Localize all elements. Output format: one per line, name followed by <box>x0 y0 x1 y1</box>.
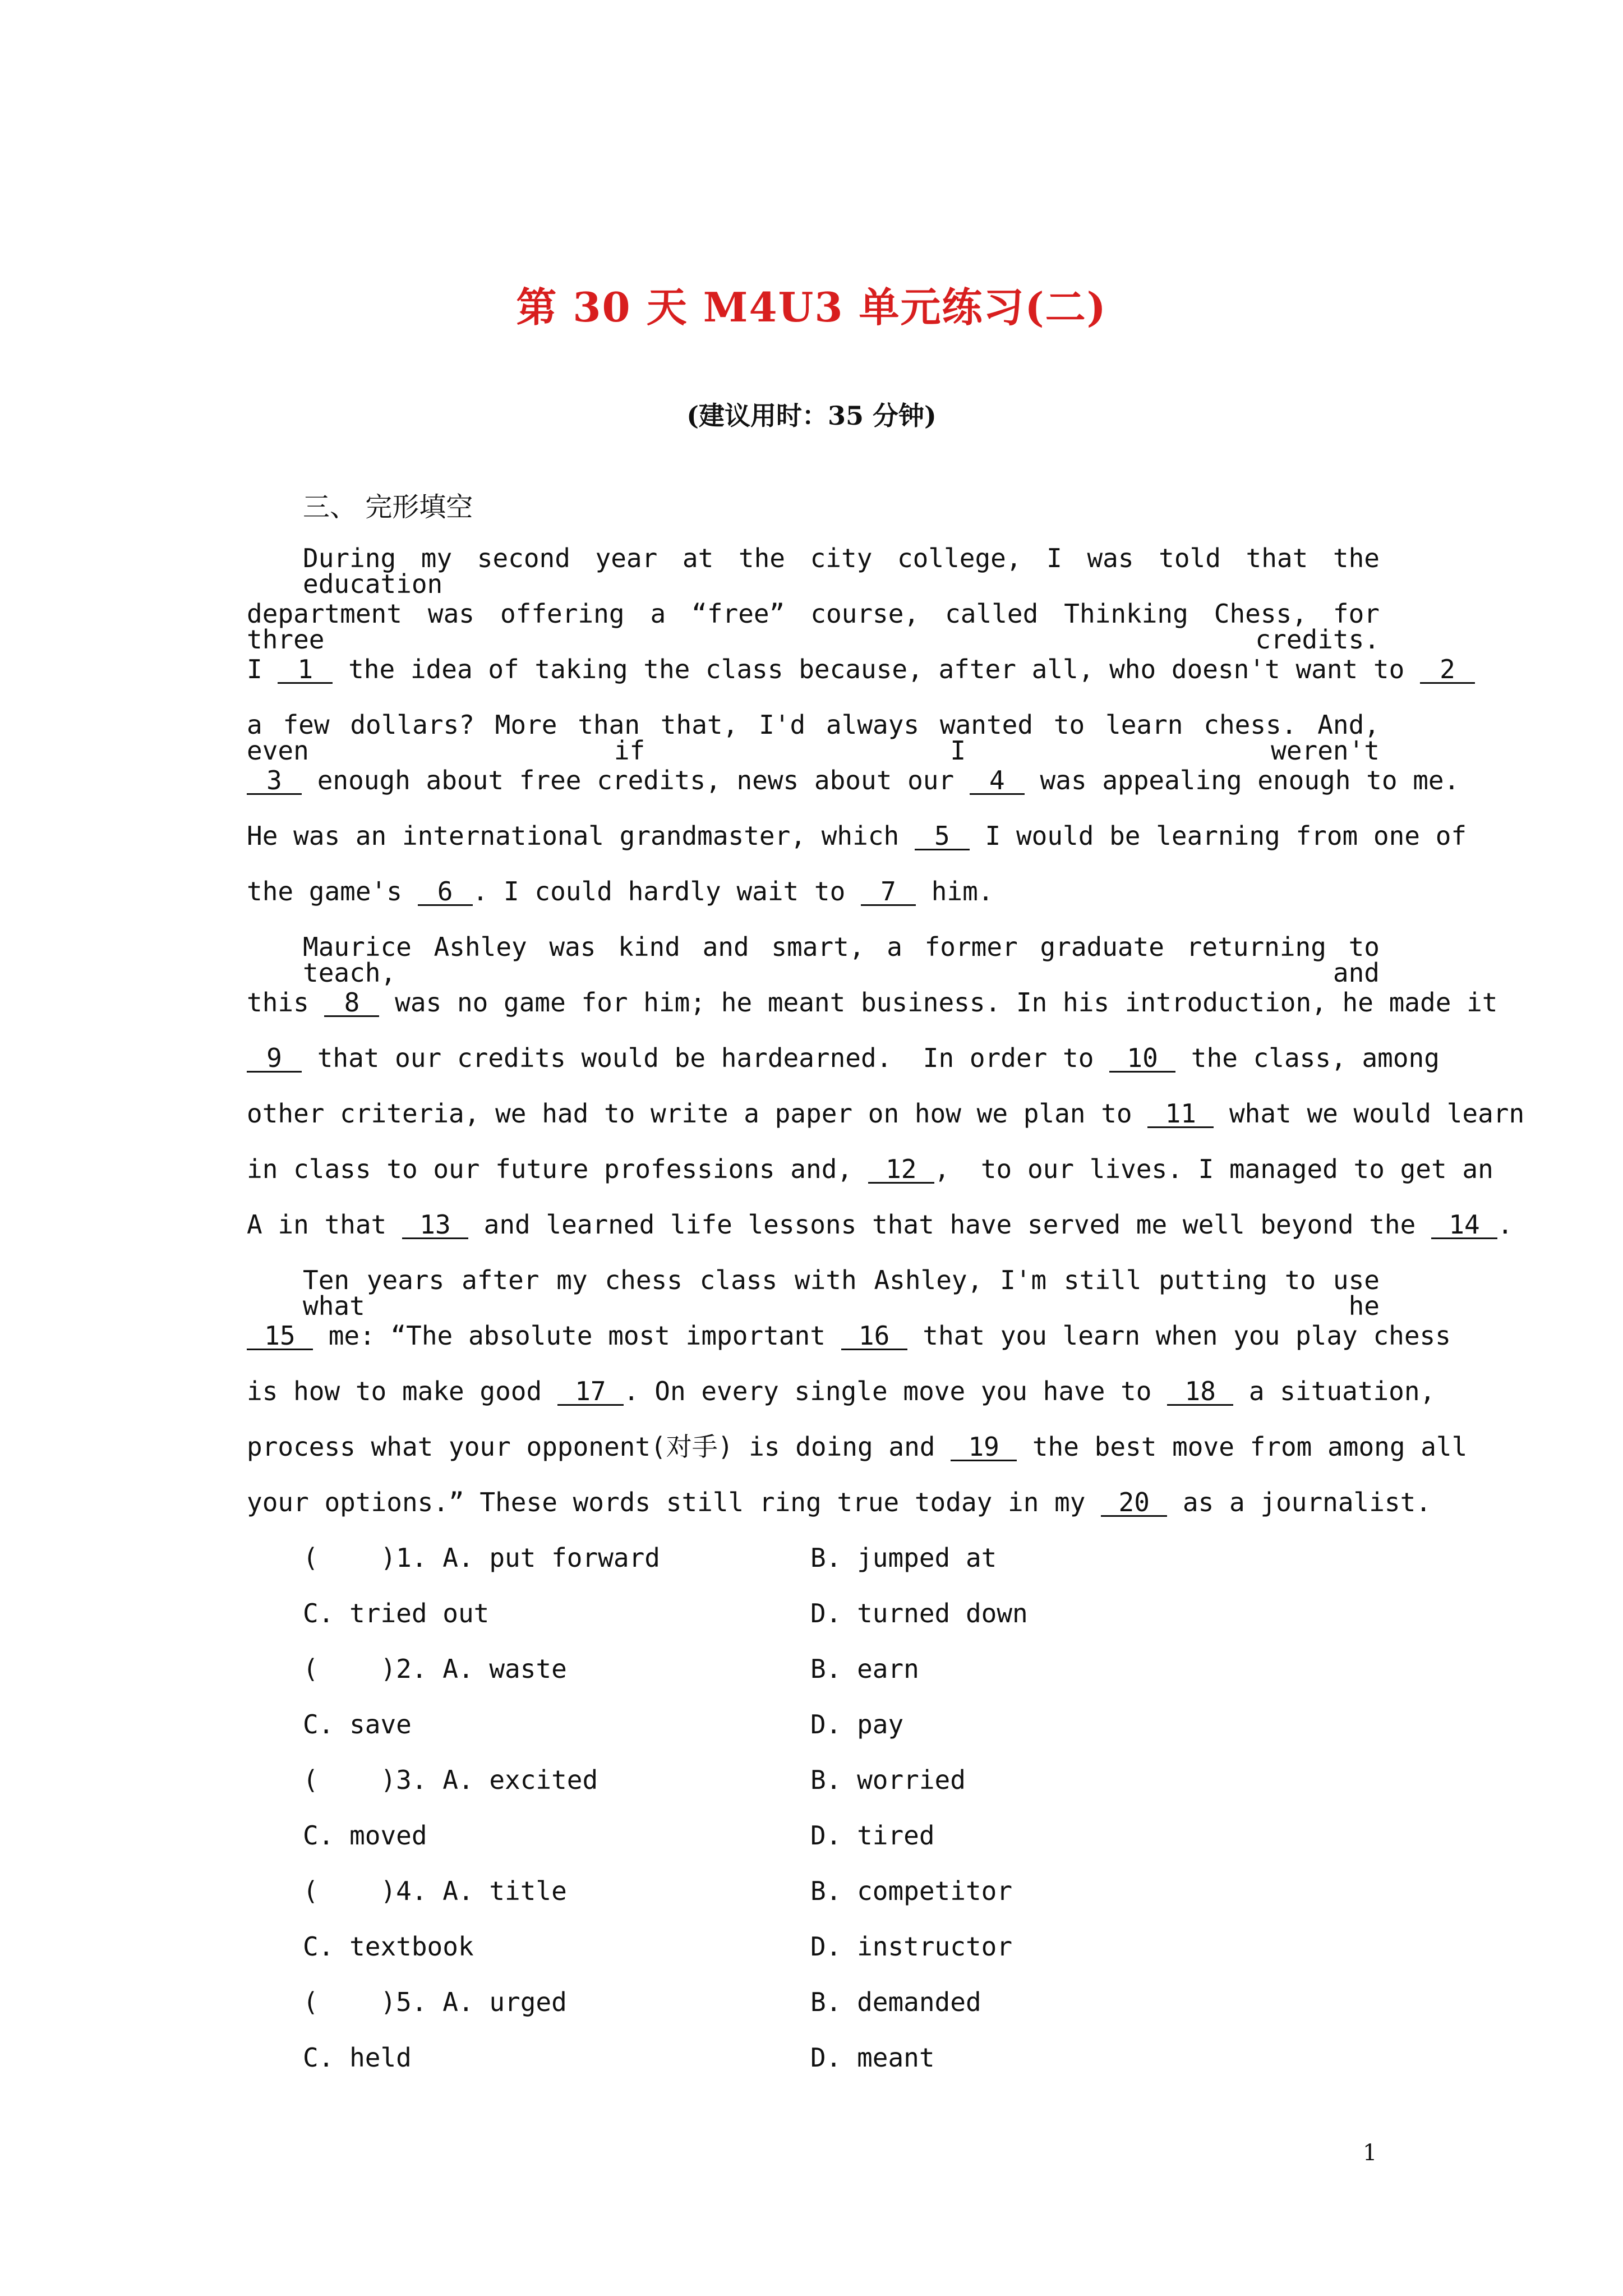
blank: 4 <box>970 767 1025 795</box>
text-run: the game's <box>247 876 418 907</box>
question-line: ( )3. A. excited <box>303 1765 598 1795</box>
passage-line <box>247 878 993 906</box>
text-run: . <box>1497 1209 1513 1240</box>
page-subtitle: (建议用时：35 分钟) <box>686 401 937 431</box>
text-run: enough about free credits, news about our <box>302 765 970 795</box>
passage-line <box>247 1045 1440 1073</box>
text-run: this <box>247 987 325 1018</box>
text-run: other criteria, we had to write a paper on how we plan to <box>247 1098 1148 1129</box>
text-run: . I could hardly wait to <box>472 876 861 907</box>
text-run: that you learn when you play chess <box>907 1320 1451 1351</box>
option-d: D. turned down <box>810 1598 1028 1628</box>
blank: 10 <box>1109 1045 1175 1073</box>
passage-line <box>247 1098 1525 1129</box>
blank: 17 <box>557 1378 624 1406</box>
text-run: in class to our future professions and, <box>247 1154 868 1184</box>
text-run: the best move from among all <box>1017 1432 1468 1462</box>
text-run: I would be learning from one of <box>969 821 1467 851</box>
text-run: that our credits would be hardearned. In order to <box>302 1043 1110 1073</box>
passage-line: department was offering a “free” course, called Thinking Chess, for three credits. <box>247 599 1380 655</box>
passage-line <box>247 1434 1467 1461</box>
blank: 3 <box>247 767 302 795</box>
passage-line <box>247 767 1459 795</box>
option-b: B. demanded <box>810 1987 981 2017</box>
passage-line <box>247 1209 1513 1240</box>
text-run: the class, among <box>1175 1043 1440 1073</box>
blank: 6 <box>418 878 473 906</box>
text-run: a situation, <box>1233 1376 1436 1406</box>
blank: 2 <box>1420 656 1475 684</box>
option-c: C. held <box>303 2042 412 2073</box>
text-run: A in that <box>247 1209 402 1240</box>
option-b: B. jumped at <box>810 1543 997 1573</box>
option-d: D. pay <box>810 1709 904 1740</box>
blank: 9 <box>247 1045 302 1073</box>
option-c: C. textbook <box>303 1931 474 1962</box>
text-run: He was an international grandmaster, which <box>247 821 915 851</box>
blank: 12 <box>868 1156 934 1184</box>
option-c: C. tried out <box>303 1598 490 1628</box>
passage-line: During my second year at the city college, I was told that the education <box>303 543 1380 599</box>
blank: 5 <box>915 823 970 850</box>
passage-line <box>247 987 1498 1018</box>
question-line: ( )4. A. title <box>303 1876 567 1906</box>
option-c: C. save <box>303 1709 412 1740</box>
question-line: ( )1. A. put forward <box>303 1543 660 1573</box>
text-run: your options.” These words still ring true today in my <box>247 1487 1101 1517</box>
text-run: was appealing enough to me. <box>1024 765 1460 795</box>
blank: 16 <box>841 1323 907 1350</box>
text-run: me: “The absolute most important <box>313 1320 841 1351</box>
passage-line <box>247 1320 1451 1351</box>
text-run: I <box>247 654 278 684</box>
blank: 19 <box>951 1434 1017 1461</box>
blank: 18 <box>1167 1378 1233 1406</box>
blank: 13 <box>402 1212 468 1239</box>
option-d: D. meant <box>810 2042 935 2073</box>
blank: 1 <box>278 656 333 684</box>
page-number: 1 <box>1363 2140 1377 2166</box>
text-run: . On every single move you have to <box>623 1376 1168 1406</box>
passage-line <box>247 656 1475 684</box>
passage-line: a few dollars? More than that, I'd always wanted to learn chess. And, even if I weren't <box>247 710 1380 766</box>
blank: 11 <box>1147 1101 1214 1128</box>
text-run: is how to make good <box>247 1376 557 1406</box>
option-b: B. earn <box>810 1654 919 1684</box>
option-b: B. competitor <box>810 1876 1013 1906</box>
text-run: the idea of taking the class because, after all, who doesn't want to <box>333 654 1420 684</box>
passage-line <box>247 1378 1435 1406</box>
option-b: B. worried <box>810 1765 966 1795</box>
text-run: process what your opponent(对手) is doing and <box>247 1432 951 1462</box>
text-run: him. <box>916 876 994 907</box>
blank: 7 <box>861 878 916 906</box>
question-line: ( )5. A. urged <box>303 1987 567 2017</box>
text-run: what we would learn <box>1214 1098 1525 1129</box>
text-run: , to our lives. I managed to get an <box>934 1154 1493 1184</box>
passage-line: Ten years after my chess class with Ashley, I'm still putting to use what he <box>303 1265 1380 1321</box>
passage-line <box>247 1156 1493 1184</box>
passage-line: Maurice Ashley was kind and smart, a former graduate returning to teach, and <box>303 932 1380 988</box>
text-run: as a journalist. <box>1167 1487 1432 1517</box>
passage-line <box>247 1489 1431 1517</box>
option-c: C. moved <box>303 1820 427 1851</box>
blank: 20 <box>1101 1489 1167 1517</box>
text-run: and learned life lessons that have served me well beyond the <box>468 1209 1432 1240</box>
question-line: ( )2. A. waste <box>303 1654 567 1684</box>
section-heading: 三、 完形填空 <box>303 491 473 523</box>
option-d: D. tired <box>810 1820 935 1851</box>
passage-line <box>247 823 1467 850</box>
blank: 15 <box>247 1323 313 1350</box>
blank: 8 <box>324 990 379 1017</box>
text-run: was no game for him; he meant business. In his introduction, he made it <box>379 987 1498 1018</box>
option-d: D. instructor <box>810 1931 1013 1962</box>
page-title: 第 30 天 M4U3 单元练习(二) <box>516 283 1107 331</box>
blank: 14 <box>1431 1212 1497 1239</box>
